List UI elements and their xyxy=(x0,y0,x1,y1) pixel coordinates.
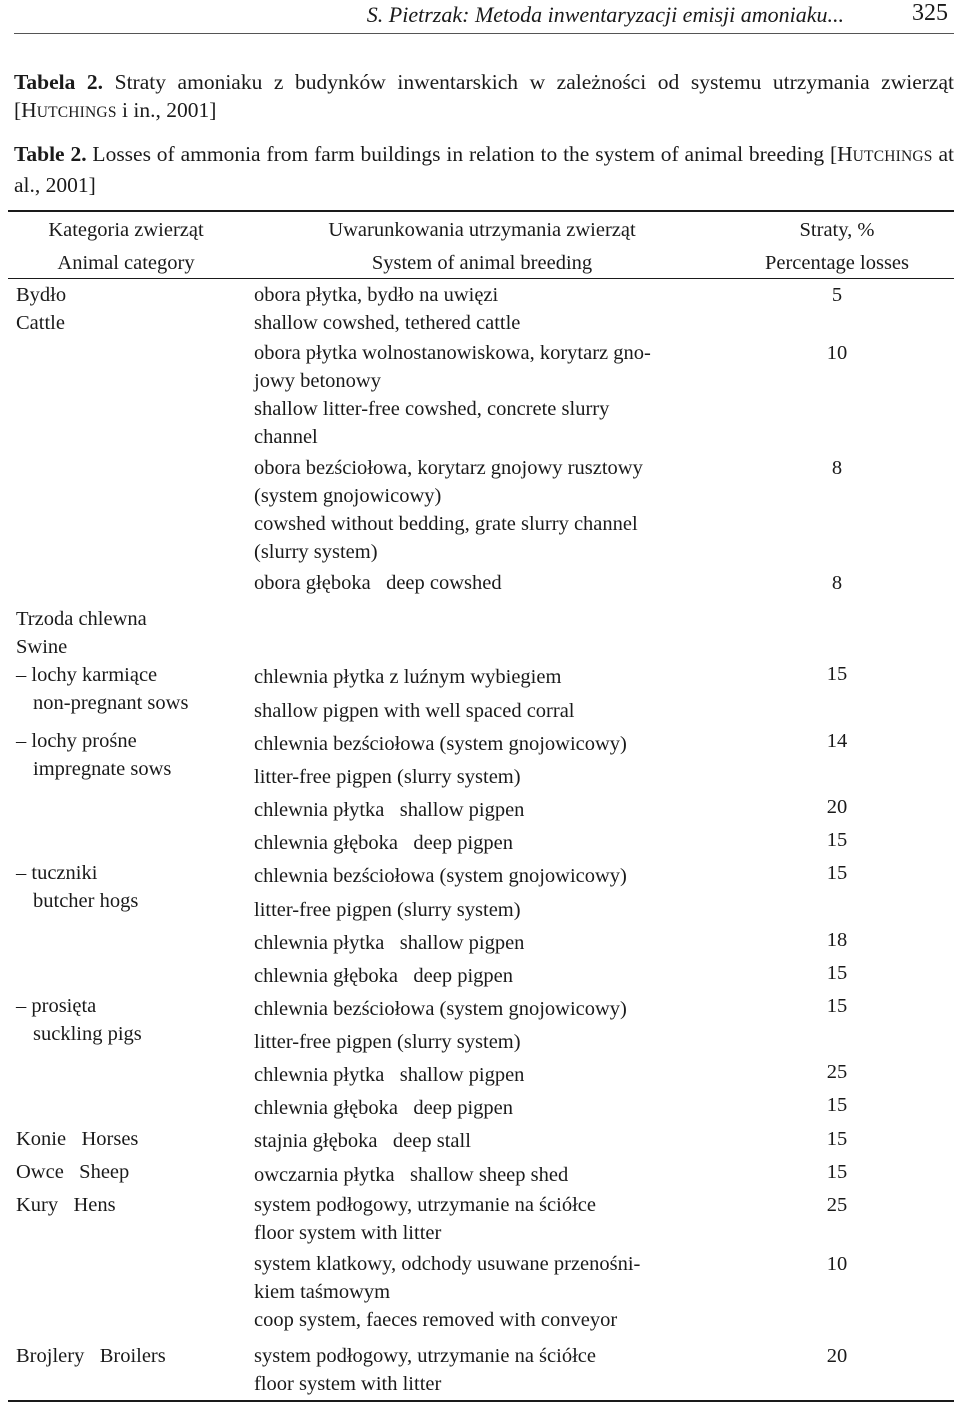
condition-cell: coop system, faeces removed with conveyor xyxy=(254,1309,618,1331)
condition-cell: system klatkowy, odchody usuwane przenośni- xyxy=(254,1253,641,1275)
loss-value: 8 xyxy=(831,457,843,479)
loss-value: 20 xyxy=(826,1345,848,1367)
loss-value: 15 xyxy=(826,995,848,1017)
condition-cell: chlewnia bezściołowa (system gnojowicowy) xyxy=(254,998,627,1020)
condition-cell: floor system with litter xyxy=(254,1373,442,1395)
category-cell: – lochy prośne xyxy=(16,730,137,752)
loss-value: 15 xyxy=(826,663,848,685)
loss-value: 18 xyxy=(826,929,848,951)
condition-cell: shallow litter-free cowshed, concrete slurry xyxy=(254,398,610,420)
page-number: 325 xyxy=(912,0,948,26)
caption-tail: at al., 2001] xyxy=(14,142,954,197)
condition-cell: obora płytka, bydło na uwięzi xyxy=(254,284,499,306)
condition-cell: owczarnia płytka shallow sheep shed xyxy=(254,1164,569,1186)
condition-cell: jowy betonowy xyxy=(254,370,381,392)
category-cell: Konie Horses xyxy=(16,1128,139,1150)
category-cell: Kury Hens xyxy=(16,1194,116,1216)
condition-cell: floor system with litter xyxy=(254,1222,442,1244)
condition-cell: chlewnia bezściołowa (system gnojowicowy) xyxy=(254,733,627,755)
condition-cell: cowshed without bedding, grate slurry channel xyxy=(254,513,638,535)
category-cell: Cattle xyxy=(16,312,65,334)
table-bottom-rule xyxy=(8,1400,954,1402)
header-category-pl: Kategoria zwierząt xyxy=(48,219,204,241)
table-header-rule xyxy=(8,278,954,279)
condition-cell: stajnia głęboka deep stall xyxy=(254,1130,471,1152)
condition-cell: (system gnojowicowy) xyxy=(254,485,442,507)
loss-value: 15 xyxy=(826,862,848,884)
caption-author: UTCHINGS xyxy=(852,148,933,165)
loss-value: 25 xyxy=(826,1061,848,1083)
header-losses-pl: Straty, % xyxy=(799,219,875,241)
condition-cell: shallow pigpen with well spaced corral xyxy=(254,700,575,722)
running-title: S. Pietrzak: Metoda inwentaryzacji emisji amoniaku... xyxy=(366,2,844,27)
loss-value: 25 xyxy=(826,1194,848,1216)
category-cell: Trzoda chlewna xyxy=(16,608,147,630)
condition-cell: obora głęboka deep cowshed xyxy=(254,572,502,594)
condition-cell: obora płytka wolnostanowiskowa, korytarz gno- xyxy=(254,342,651,364)
condition-cell: chlewnia płytka shallow pigpen xyxy=(254,932,525,954)
category-cell: Bydło xyxy=(16,284,67,306)
condition-cell: obora bezściołowa, korytarz gnojowy rusztowy xyxy=(254,457,643,479)
caption-label: Table 2. xyxy=(14,142,87,166)
loss-value: 15 xyxy=(826,962,848,984)
category-cell: impregnate sows xyxy=(33,758,172,780)
loss-value: 15 xyxy=(826,1161,848,1183)
table-caption-english xyxy=(14,140,954,199)
condition-cell: chlewnia płytka shallow pigpen xyxy=(254,1064,525,1086)
condition-cell: litter-free pigpen (slurry system) xyxy=(254,899,521,921)
condition-cell: shallow cowshed, tethered cattle xyxy=(254,312,521,334)
category-cell: Swine xyxy=(16,636,68,658)
category-cell: – prosięta xyxy=(16,995,97,1017)
header-category-en: Animal category xyxy=(57,252,195,274)
condition-cell: kiem taśmowym xyxy=(254,1281,391,1303)
loss-value: 20 xyxy=(826,796,848,818)
category-cell: suckling pigs xyxy=(33,1023,142,1045)
loss-value: 10 xyxy=(826,342,848,364)
loss-value: 14 xyxy=(826,730,848,752)
caption-tail: i in., 2001] xyxy=(116,98,217,122)
condition-cell: litter-free pigpen (slurry system) xyxy=(254,766,521,788)
caption-author: UTCHINGS xyxy=(36,104,117,121)
category-cell: – lochy karmiące xyxy=(16,664,158,686)
condition-cell: chlewnia głęboka deep pigpen xyxy=(254,1097,514,1119)
loss-value: 15 xyxy=(826,1094,848,1116)
category-cell: non-pregnant sows xyxy=(33,692,189,714)
condition-cell: chlewnia głęboka deep pigpen xyxy=(254,965,514,987)
condition-cell: channel xyxy=(254,426,318,448)
category-cell: butcher hogs xyxy=(33,890,139,912)
condition-cell: system podłogowy, utrzymanie na ściółce xyxy=(254,1194,596,1216)
caption-label: Tabela 2. xyxy=(14,70,104,94)
condition-cell: chlewnia płytka z luźnym wybiegiem xyxy=(254,666,562,688)
condition-cell: (slurry system) xyxy=(254,541,378,563)
condition-cell: chlewnia głęboka deep pigpen xyxy=(254,832,514,854)
header-system-en: System of animal breeding xyxy=(371,252,593,274)
condition-cell: litter-free pigpen (slurry system) xyxy=(254,1031,521,1053)
category-cell: Owce Sheep xyxy=(16,1161,130,1183)
header-losses-en: Percentage losses xyxy=(764,252,910,274)
running-header xyxy=(14,0,954,34)
category-cell: Brojlery Broilers xyxy=(16,1345,166,1367)
loss-value: 15 xyxy=(826,829,848,851)
header-system-pl: Uwarunkowania utrzymania zwierząt xyxy=(328,219,636,241)
loss-value: 10 xyxy=(826,1253,848,1275)
caption-text: Losses of ammonia from farm buildings in relation to the system of animal breeding [H xyxy=(86,142,853,166)
condition-cell: system podłogowy, utrzymanie na ściółce xyxy=(254,1345,596,1367)
condition-cell: chlewnia bezściołowa (system gnojowicowy) xyxy=(254,865,627,887)
category-cell: – tuczniki xyxy=(16,862,98,884)
caption-text: Straty amoniaku z budynków inwentarskich w zależności od systemu utrzymania zwierząt [H xyxy=(14,70,954,122)
table-caption-polish xyxy=(14,68,954,127)
condition-cell: chlewnia płytka shallow pigpen xyxy=(254,799,525,821)
loss-value: 8 xyxy=(831,572,843,594)
table-top-rule xyxy=(8,210,954,212)
loss-value: 5 xyxy=(831,284,843,306)
loss-value: 15 xyxy=(826,1128,848,1150)
